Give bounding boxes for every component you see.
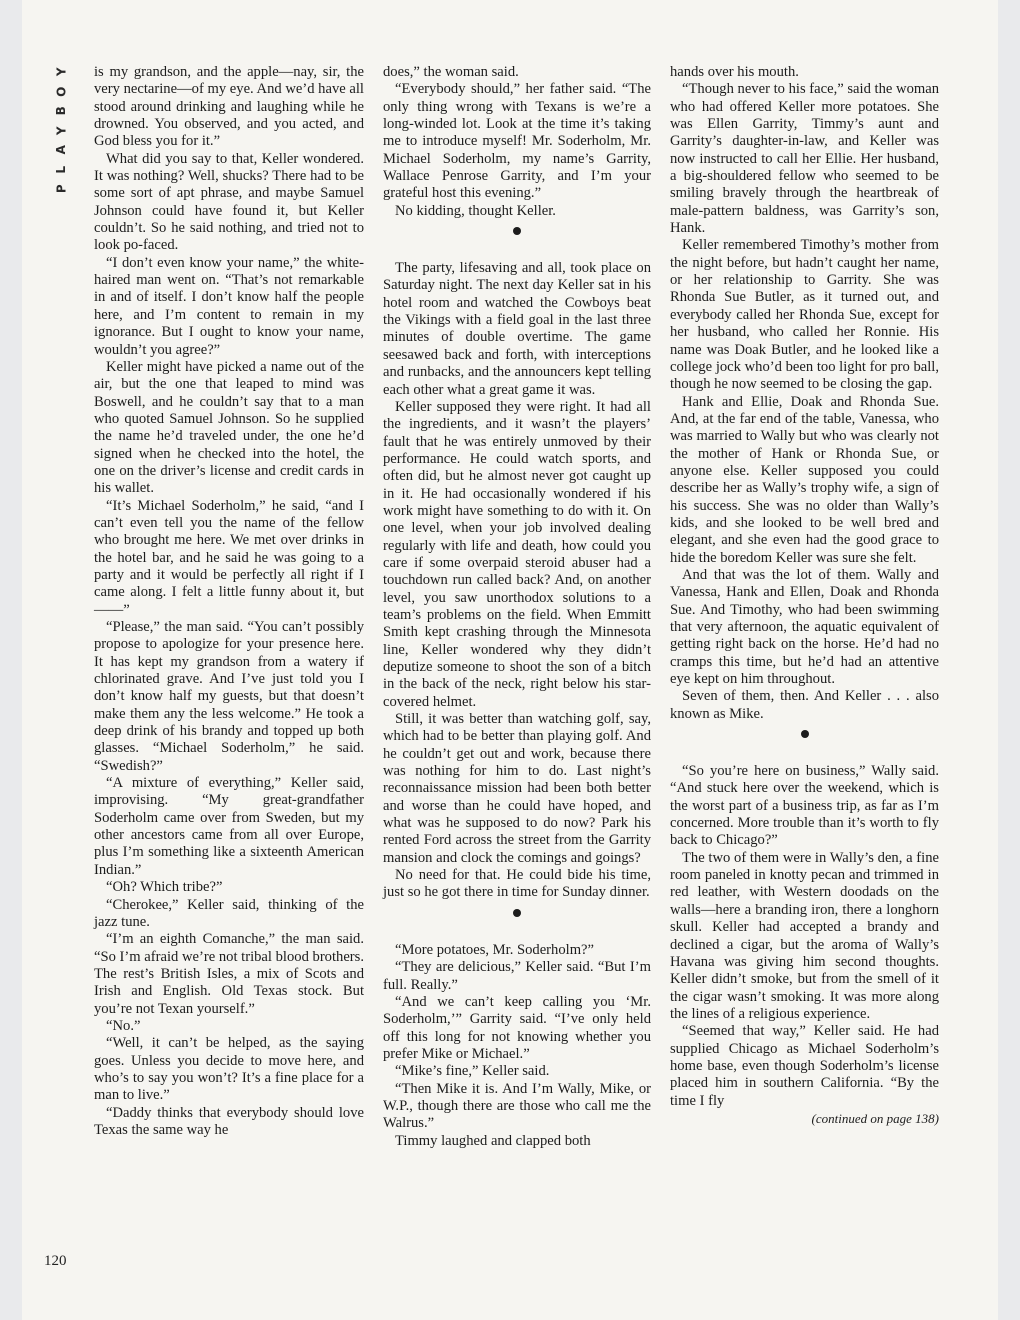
paragraph: Hank and Ellie, Doak and Rhonda Sue. And, at the far end of the table, Vanessa, who was married to Wally but who was clearly not the mother of Hank or Rhonda Sue, or anyone else. Keller supposed you could describe her as Wally’s trophy wife, a sign of his success. She was no older than Wally’s kids, and she looked to be well bred and elegant, and she even had the good grace to hide the boredom Keller was sure she felt. <box>670 393 939 566</box>
paragraph: “Well, it can’t be helped, as the saying goes. Unless you decide to move here, and who’s to say you won’t? It’s a fine place for a man to live.” <box>94 1035 364 1104</box>
paragraph: “And we can’t keep calling you ‘Mr. Soderholm,’” Garrity said. “I’ve only held off this long for not knowing whether you prefer Mike or Michael.” <box>383 993 651 1062</box>
paragraph: “No.” <box>106 1017 141 1034</box>
masthead-letter: Y <box>54 67 69 77</box>
column-1 <box>94 64 364 1139</box>
masthead-letter: P <box>54 184 69 194</box>
page-number: 120 <box>44 1253 67 1269</box>
paragraph: Keller remembered Timothy’s mother from the night before, but hadn’t caught her name, or her relationship to Garrity. She was Rhonda Sue Butler, as it turned out, and everybody called her Rhonda Sue, except for her husband, who called her Ronnie. His name was Doak Butler, and he looked like a college jock who’d been too light for pro ball, though he now seemed to be closing the gap. <box>670 237 939 393</box>
paragraph: And that was the lot of them. Wally and Vanessa, Hank and Ellen, Doak and Rhonda Sue. And Timothy, who had been swimming that very afternoon, the aquatic equivalent of getting right back on the horse. He’d had no cramps this time, but he’d had an attentive eye kept on him throughout. <box>670 566 939 688</box>
continued-note: (continued on page 138) <box>811 1110 939 1126</box>
masthead-letter: B <box>54 106 69 116</box>
paragraph: Keller supposed they were right. It had all the ingredients, and it wasn’t the players’ fault that he was entirely unmoved by their performance. He could watch sports, and often did, but he almost never got caught up in it. He had occasionally wondered if his work might have something to do with it. On one level, when your job involved dealing regularly with life and death, how could you care if some overpaid steroid abuser had a touchdown run called back? And, on another level, you saw unorthodox solutions to a team’s problems on the field. When Emmitt Smith kept crashing through the Minnesota line, Keller wondered why they didn’t deputize someone to shoot the son of a bitch in the back of the neck, right below his star-covered helmet. <box>383 398 651 710</box>
section-break-dot <box>513 227 521 235</box>
paragraph: Still, it was better than watching golf, say, which had to be better than playing golf. And he couldn’t get out and work, because there was nothing for him to do. Last night’s reconnaissance mission had been both better and worse than he could have hoped, and what was he supposed to do now? Park his rented Ford across the street from the Garrity mansion and clock the comings and goings? <box>383 711 651 866</box>
paragraph: What did you say to that, Keller wondered. It was nothing? Well, shucks? There had to be some sort of apt phrase, and maybe Samuel Johnson could have found it, but Keller couldn’t. So he said nothing, and tried not to look po-faced. <box>94 150 364 254</box>
paragraph: “More potatoes, Mr. Soderholm?” <box>395 941 594 958</box>
paragraph: is my grandson, and the apple—nay, sir, the very nectarine—of my eye. And we’d have all stood around drinking and laughing while he drowned. You observed, and you acted, and God bless you for it.” <box>94 64 364 150</box>
paragraph: No need for that. He could bide his time, just so he got there in time for Sunday dinner. <box>383 867 651 901</box>
masthead-letter: O <box>54 86 69 97</box>
paragraph: hands over his mouth. <box>670 64 799 80</box>
paragraph: “Though never to his face,” said the woman who had offered Keller more potatoes. She was Ellen Garrity, Timmy’s aunt and Garrity’s daughter-in-law, and Keller was now instructed to call her Ellie. Her husband, a big-shouldered fellow who seemed to be smiling bravely through the heartbreak of male-pattern baldness, was Garrity’s son, Hank. <box>670 81 939 237</box>
paragraph: Seven of them, then. And Keller . . . also known as Mike. <box>670 688 939 722</box>
paragraph: “It’s Michael Soderholm,” he said, “and I can’t even tell you the name of the fellow who brought me here. We met over drinks in the hotel bar, and he said he was going to a party and it would be perfectly all right if I came along. I felt a little funny about it, but——” <box>94 497 364 618</box>
masthead-letter: L <box>54 165 69 174</box>
paragraph: The two of them were in Wally’s den, a fine room paneled in knotty pecan and trimmed in red leather, with Western doodads on the walls—here a branding iron, there a longhorn skull. Keller had accepted a brandy and declined a cigar, but the aroma of Wally’s Havana was giving him second thoughts. Keller didn’t smoke, but from the smell of it the cigar wasn’t smoking. It was more along the lines of a religious experience. <box>670 849 939 1022</box>
paragraph: does,” the woman said. <box>383 64 519 80</box>
paragraph: “Oh? Which tribe?” <box>106 879 223 896</box>
column-3 <box>670 64 939 1127</box>
paragraph: “Please,” the man said. “You can’t possibly propose to apologize for your presence here. It has kept my grandson from a watery if chlorinated grave. And I’ve just told you I don’t know half my guests, but that doesn’t make them any the less welcome.” He took a deep drink of his brandy and topped up both glasses. “Michael Soderholm,” he said. “Swedish?” <box>94 619 364 774</box>
paragraph: “Cherokee,” Keller said, thinking of the jazz tune. <box>94 896 364 930</box>
paragraph: “Daddy thinks that everybody should love Texas the same way he <box>94 1104 364 1138</box>
paragraph: Keller might have picked a name out of the air, but the one that leaped to mind was Boswell, and he couldn’t say that to a man who quoted Samuel Johnson. So he supplied the name he’d traveled under, the one he’d signed when he checked into the hotel, the one on the driver’s license and credit cards in his wallet. <box>94 358 364 497</box>
paragraph: “They are delicious,” Keller said. “But I’m full. Really.” <box>383 959 651 993</box>
masthead-vertical <box>52 62 72 199</box>
paragraph: “Then Mike it is. And I’m Wally, Mike, or W.P., though there are those who call me the Walrus.” <box>383 1080 651 1132</box>
paragraph: “Seemed that way,” Keller said. He had supplied Chicago as Michael Soderholm’s home base, even though Soderholm’s license placed him in southern California. “By the time I fly <box>670 1023 939 1109</box>
paragraph: “A mixture of everything,” Keller said, improvising. “My great-grandfather Soderholm came over from Sweden, but my other ancestors came from all over Europe, plus I’m something like a sixteenth American Indian.” <box>94 775 364 878</box>
paragraph: “So you’re here on business,” Wally said. “And stuck here over the weekend, which is the worst part of a business trip, as far as I’m concerned. More trouble than it’s worth to fly back to Chicago?” <box>670 763 939 849</box>
paragraph: “I don’t even know your name,” the white-haired man went on. “That’s not remarkable in and of itself. I don’t know half the people here, and I’m content to remain in my ignorance. But I ought to know your name, wouldn’t you agree?” <box>94 254 364 358</box>
paragraph: “I’m an eighth Comanche,” the man said. “So I’m afraid we’re not tribal blood brothers. The rest’s British Isles, a mix of Scots and Irish and English. Old Texas stock. But you’re not Texan yourself.” <box>94 931 364 1017</box>
paragraph: No kidding, thought Keller. <box>395 202 556 219</box>
section-break-dot <box>513 909 521 917</box>
column-2 <box>383 64 651 1150</box>
masthead-letter: A <box>54 145 69 155</box>
paragraph: “Mike’s fine,” Keller said. <box>395 1063 550 1080</box>
section-break-dot <box>801 730 809 738</box>
paragraph: Timmy laughed and clapped both <box>395 1132 591 1149</box>
magazine-page <box>22 0 998 1320</box>
paragraph: The party, lifesaving and all, took place on Saturday night. The next day Keller sat in his hotel room and watched the Cowboys beat the Vikings with a field goal in the last three minutes of double overtime. The game seesawed back and forth, with interceptions and runbacks, and the announcers kept telling each other what a great game it was. <box>383 260 651 398</box>
paragraph: “Everybody should,” her father said. “The only thing wrong with Texans is we’re a long-winded lot. Look at the time it’s taking me to introduce myself! Mr. Soderholm, Mr. Michael Soderholm, my name’s Garrity, Wallace Penrose Garrity, and I’m your grateful host this evening.” <box>383 81 651 202</box>
masthead-letter: Y <box>54 125 69 135</box>
